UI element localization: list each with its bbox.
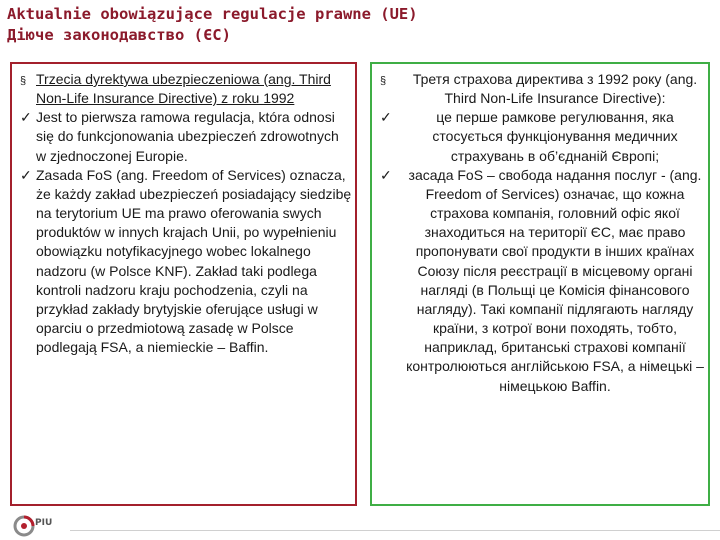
list-item <box>376 108 708 165</box>
section-bullet-icon: § <box>380 75 387 87</box>
slide-title <box>7 4 707 46</box>
list-item <box>20 166 352 358</box>
list-item-text: це перше рамкове регулювання, яка стосується функціонування медичних страхувань в об’єднаній Європі; <box>432 109 678 164</box>
list-item <box>20 108 352 165</box>
checkmark-icon: ✓ <box>380 109 392 126</box>
checkmark-icon: ✓ <box>20 109 32 126</box>
checkmark-icon: ✓ <box>380 166 392 183</box>
list-item-text: Trzecia dyrektywa ubezpieczeniowa (ang. Third Non-Life Insurance Directive) z roku 1992 <box>36 71 331 107</box>
checkmark-icon: ✓ <box>20 166 32 183</box>
list-item <box>376 166 708 396</box>
title-polish: Aktualnie obowiązujące regulacje prawne (UE) <box>7 5 418 23</box>
title-ukrainian: Діюче законодавство (ЄС) <box>7 26 231 44</box>
ukrainian-text-panel <box>370 62 710 506</box>
polish-text-panel <box>10 62 357 506</box>
list-item-text: Jest to pierwsza ramowa regulacja, która odnosi się do funkcjonowania ubezpieczeń zdrowotnych w zjednoczonej Europie. <box>36 109 339 164</box>
list-item-text: засада FoS – свобода надання послуг - (ang. Freedom of Services) означає, що кожна страхова компанія, головний офіс якої знаходиться на території ЄС, має право пропонувати свої продукти в інших країнах Союзу після реєстрації в місцевому органі нагляді (в Польщі це Комісія фінансового нагляду). Такі компанії підлягають нагляду країни, з котрої вони походять, тобто, наприклад, британські страхові компанії контролюються англійською FSA, а німецькі – німецькою Baffin. <box>406 166 704 394</box>
list-item-text: Zasada FoS (ang. Freedom of Services) oznacza, że każdy zakład ubezpieczeń posiadający siedzibę na terytorium UE ma prawo oferowania swych produktów w innych krajach Unii, po wypełnieniu obowiązku notyfikacyjnego wobec lokalnego nadzoru (w Polsce KNF). Zakład taki podlega kontroli nadzoru kraju pochodzenia, czyli na przykład zakłady brytyjskie oferujące usługi w oparciu o przedmiotową zasadę w Polsce podlegają FSA, a niemieckie – Baffin. <box>36 166 352 356</box>
list-item <box>20 70 352 108</box>
list-item-text: Третя страхова директива з 1992 року (ang. Third Non-Life Insurance Directive): <box>412 71 698 107</box>
footer <box>0 510 720 540</box>
section-bullet-icon: § <box>20 75 27 87</box>
logo-text: PIU <box>35 518 53 528</box>
list-item <box>376 70 708 108</box>
footer-divider <box>70 530 720 531</box>
